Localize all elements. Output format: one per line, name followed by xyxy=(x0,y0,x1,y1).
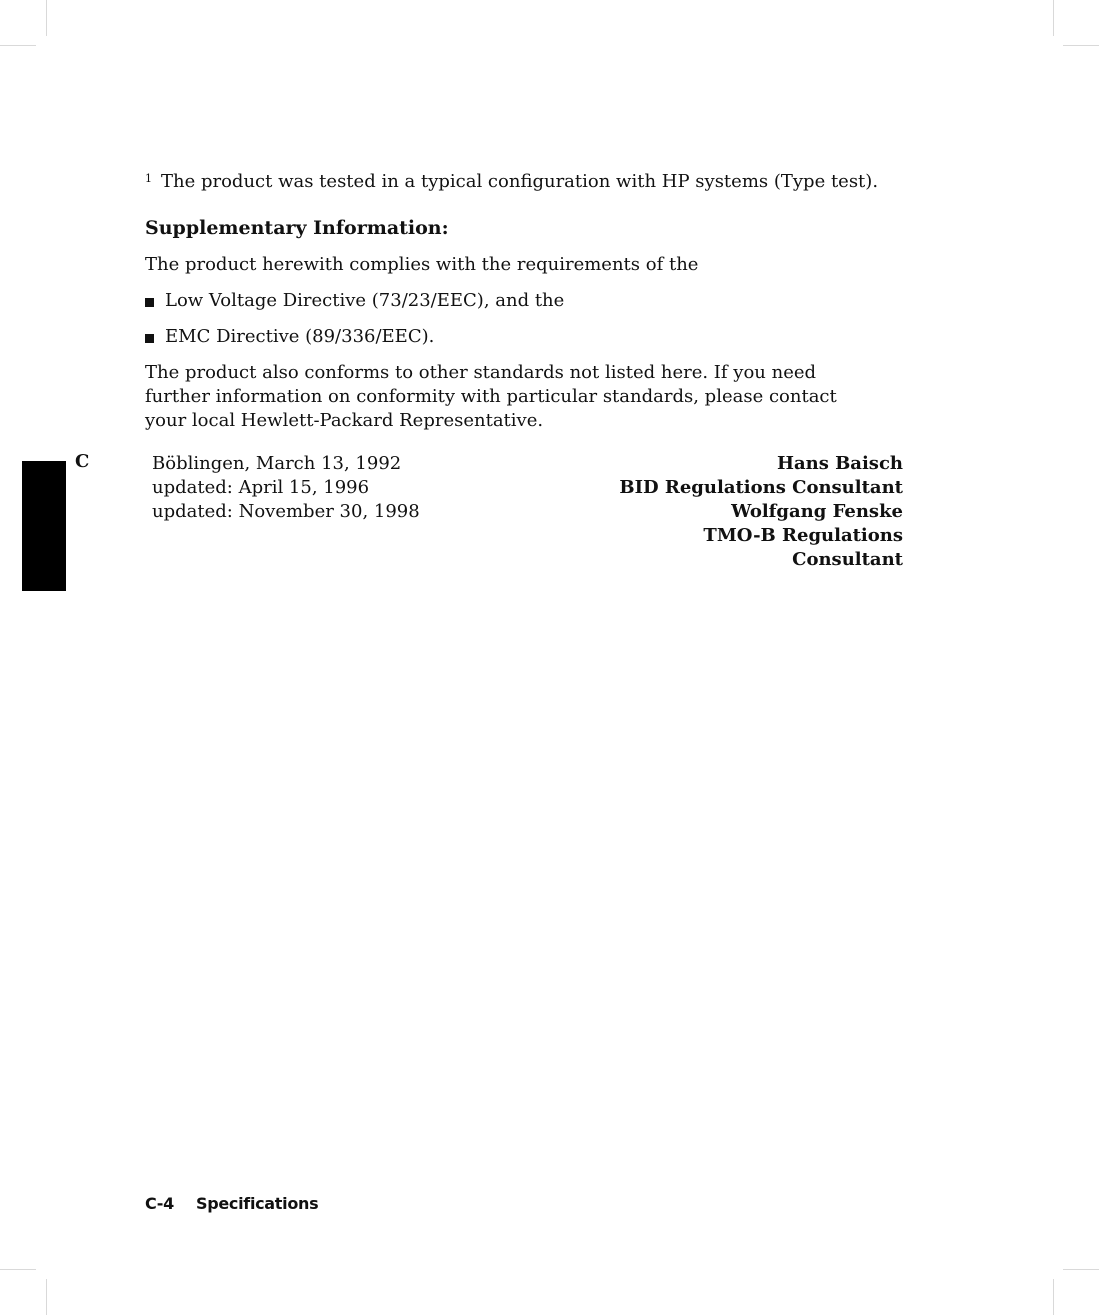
section-name: Specifications xyxy=(195,1194,319,1213)
crop-mark xyxy=(46,1279,47,1315)
crop-mark xyxy=(46,0,47,36)
crop-mark xyxy=(1063,45,1099,46)
signatories xyxy=(619,452,903,572)
signature-dates xyxy=(152,452,420,524)
signature-date-line: updated: November 30, 1998 xyxy=(152,501,420,522)
paragraph-line: your local Hewlett-Packard Representative. xyxy=(145,410,544,431)
page-footer xyxy=(145,1193,318,1215)
signatory-line: Wolfgang Fenske xyxy=(731,501,903,522)
signatory-line: Hans Baisch xyxy=(776,453,903,474)
crop-mark xyxy=(1053,1279,1054,1315)
crop-mark xyxy=(0,1269,36,1270)
list-item: EMC Directive (89/336/EEC). xyxy=(165,326,435,347)
signatory-line: Consultant xyxy=(792,549,903,570)
signature-date-line: Böblingen, March 13, 1992 xyxy=(152,453,402,474)
list-item: Low Voltage Directive (73/23/EEC), and the xyxy=(165,290,565,311)
paragraph-line: The product also conforms to other standards not listed here. If you need xyxy=(145,362,817,383)
bullet-marker xyxy=(145,298,154,307)
page-number: C-4 xyxy=(145,1194,174,1213)
crop-mark xyxy=(1063,1269,1099,1270)
section-heading: Supplementary Information: xyxy=(145,217,449,239)
chapter-tab-letter: C xyxy=(75,451,90,472)
conformity-paragraph xyxy=(145,361,905,433)
crop-mark xyxy=(0,45,36,46)
signature-date-line: updated: April 15, 1996 xyxy=(152,477,370,498)
bullet-marker xyxy=(145,334,154,343)
footnote-text: The product was tested in a typical configuration with HP systems (Type test). xyxy=(161,171,879,192)
footnote-marker: 1 xyxy=(145,172,152,185)
signatory-line: TMO-B Regulations xyxy=(703,525,903,546)
paragraph-line: further information on conformity with particular standards, please contact xyxy=(145,386,837,407)
signatory-line: BID Regulations Consultant xyxy=(619,477,903,498)
crop-mark xyxy=(1053,0,1054,36)
intro-text: The product herewith complies with the requirements of the xyxy=(145,254,699,275)
chapter-thumb-tab xyxy=(22,461,66,591)
